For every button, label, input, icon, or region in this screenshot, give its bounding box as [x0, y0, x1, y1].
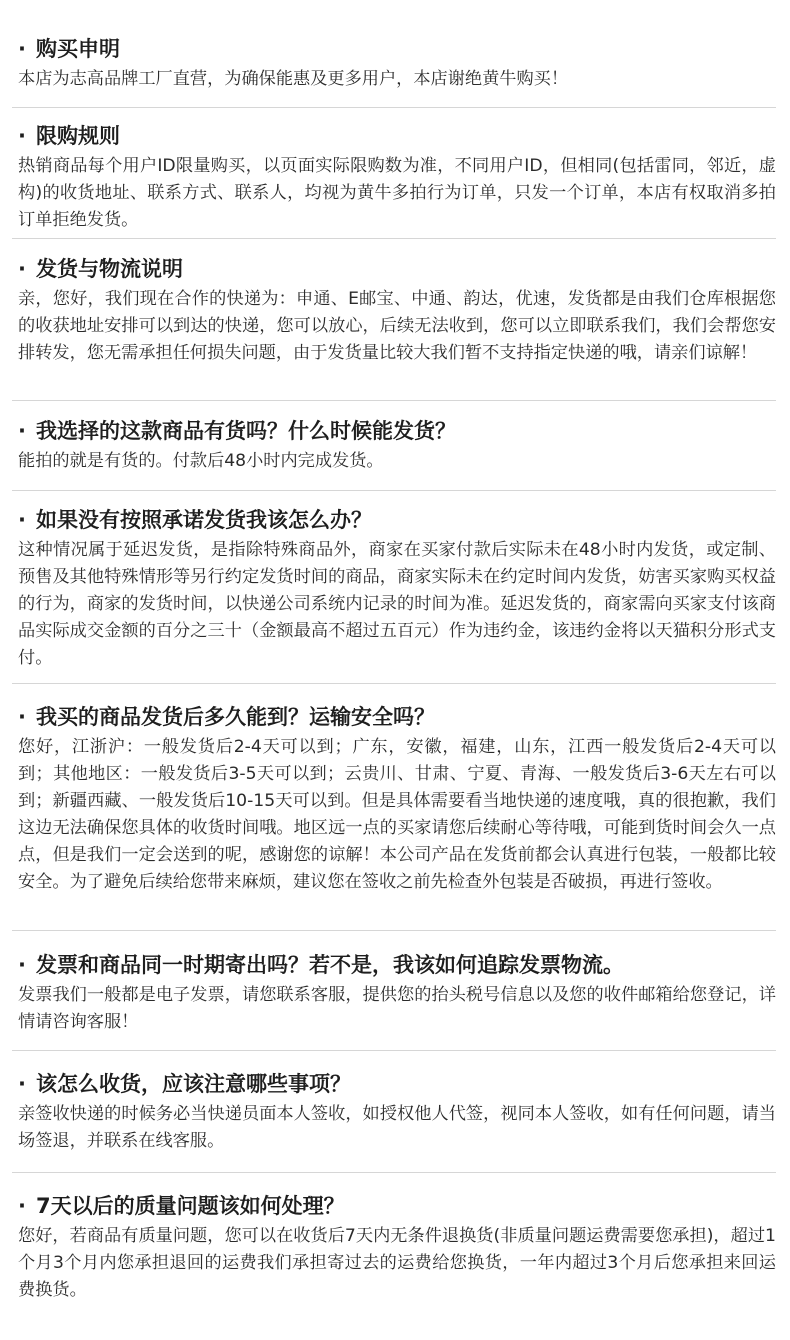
section-title: [18, 254, 776, 284]
section-title-text: 发票和商品同一时期寄出吗？若不是，我该如何追踪发票物流。: [36, 953, 624, 977]
bullet-dot: ·: [18, 1194, 26, 1218]
section-title-text: 我买的商品发货后多久能到？运输安全吗？: [36, 705, 435, 729]
section-body: 您好，若商品有质量问题，您可以在收货后7天内无条件退换货(非质量问题运费需要您承担)，超过1个月3个月内您承担退回的运费我们承担寄过去的运费给您换货，一年内超过3个月后您承担来回运费换货。: [18, 1226, 776, 1300]
section-divider: [12, 683, 776, 684]
section-body: 亲签收快递的时候务必当快递员面本人签收，如授权他人代签，视同本人签收，如有任何问题，请当场签退，并联系在线客服。: [18, 1104, 776, 1151]
section-body: 能拍的就是有货的。付款后48小时内完成发货。: [18, 451, 384, 471]
section-title: [18, 34, 776, 64]
section-divider: [12, 490, 776, 491]
section-title-text: 限购规则: [36, 124, 120, 148]
bullet-dot: ·: [18, 257, 26, 281]
bullet-dot: ·: [18, 419, 26, 443]
section-divider: [12, 400, 776, 401]
faq-section-purchase-limit: [18, 121, 776, 234]
section-divider: [12, 1050, 776, 1051]
section-title: [18, 702, 776, 732]
section-title: [18, 416, 776, 446]
bullet-dot: ·: [18, 37, 26, 61]
section-body: 发票我们一般都是电子发票，请您联系客服，提供您的抬头税号信息以及您的收件邮箱给您登记，详情请咨询客服！: [18, 985, 776, 1032]
section-title: [18, 121, 776, 151]
section-title-text: 7天以后的质量问题该如何处理？: [36, 1194, 345, 1218]
section-title-text: 购买申明: [36, 37, 120, 61]
faq-section-late-shipment: [18, 505, 776, 672]
bullet-dot: ·: [18, 953, 26, 977]
section-divider: [12, 930, 776, 931]
section-title-text: 发货与物流说明: [36, 257, 183, 281]
section-title: [18, 505, 776, 535]
section-divider: [12, 107, 776, 108]
section-body: 您好，江浙沪：一般发货后2-4天可以到；广东，安徽，福建，山东，江西一般发货后2-4天可以到；其他地区：一般发货后3-5天可以到；云贵川、甘肃、宁夏、青海、一般发货后3-6天左右可以到；新疆西藏、一般发货后10-15天可以到。但是具体需要看当地快递的速度哦，真的很抱歉，我们这边无法确保您具体的收货时间哦。地区远一点的买家请您后续耐心等待哦，可能到货时间会久一点点，但是我们一定会送到的呢，感谢您的谅解！本公司产品在发货前都会认真进行包装，一般都比较安全。为了避免后续给您带来麻烦，建议您在签收之前先检查外包装是否破损，再进行签收。: [18, 737, 776, 892]
bullet-dot: ·: [18, 124, 26, 148]
bullet-dot: ·: [18, 508, 26, 532]
section-title: [18, 1191, 776, 1221]
section-body: 这种情况属于延迟发货，是指除特殊商品外，商家在买家付款后实际未在48小时内发货，或定制、预售及其他特殊情形等另行约定发货时间的商品，商家实际未在约定时间内发货，妨害买家购买权益的行为，商家的发货时间，以快递公司系统内记录的时间为准。延迟发货的，商家需向买家支付该商品实际成交金额的百分之三十（金额最高不超过五百元）作为违约金，该违约金将以天猫积分形式支付。: [18, 540, 776, 668]
faq-section-delivery-time: [18, 702, 776, 896]
bullet-dot: ·: [18, 1072, 26, 1096]
section-body: 热销商品每个用户ID限量购买，以页面实际限购数为准，不同用户ID，但相同(包括雷同，邻近，虚构)的收货地址、联系方式、联系人，均视为黄牛多拍行为订单，只发一个订单，本店有权取消多拍订单拒绝发货。: [18, 156, 776, 230]
faq-section-quality-issues: [18, 1191, 776, 1304]
section-title-text: 如果没有按照承诺发货我该怎么办？: [36, 508, 372, 532]
faq-section-shipping-logistics: [18, 254, 776, 367]
section-divider: [12, 238, 776, 239]
section-title: [18, 950, 776, 980]
section-divider: [12, 1172, 776, 1173]
faq-section-receiving-goods: [18, 1069, 776, 1155]
section-title-text: 该怎么收货，应该注意哪些事项？: [36, 1072, 351, 1096]
section-body: 亲，您好，我们现在合作的快递为：申通、E邮宝、中通、韵达，优速，发货都是由我们仓库根据您的收获地址安排可以到达的快递，您可以放心，后续无法收到，您可以立即联系我们，我们会帮您安排转发，您无需承担任何损失问题，由于发货量比较大我们暂不支持指定快递的哦，请亲们谅解！: [18, 289, 776, 363]
faq-section-stock-availability: [18, 416, 776, 475]
faq-section-invoice: [18, 950, 776, 1036]
section-body: 本店为志高品牌工厂直营，为确保能惠及更多用户，本店谢绝黄牛购买！: [18, 69, 569, 89]
section-title-text: 我选择的这款商品有货吗？什么时候能发货？: [36, 419, 456, 443]
faq-section-purchase-statement: [18, 34, 776, 93]
bullet-dot: ·: [18, 705, 26, 729]
section-title: [18, 1069, 776, 1099]
